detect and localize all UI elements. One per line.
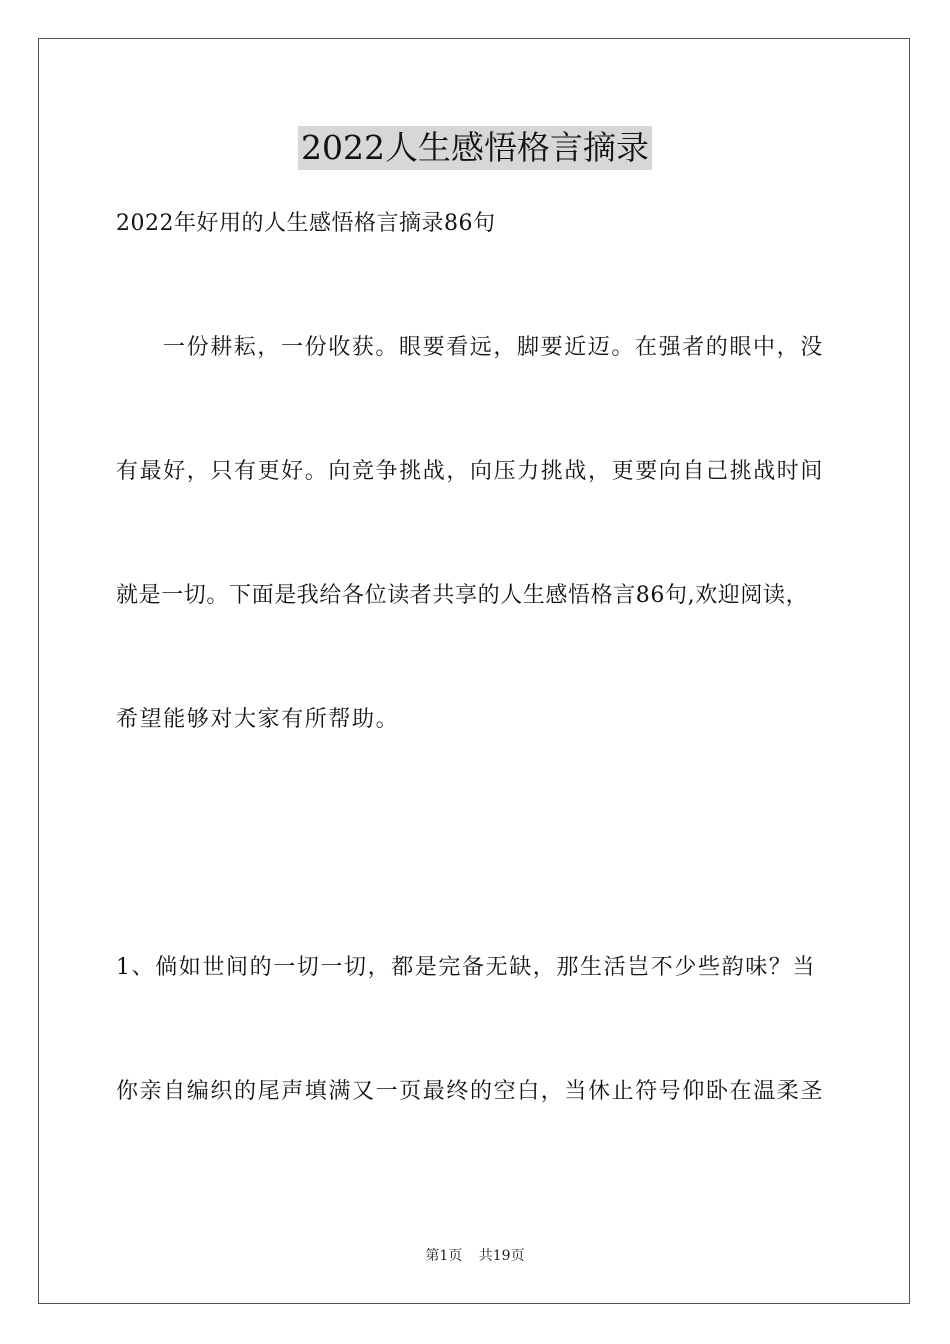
list-item-line-2: 你亲自编织的尾声填满又一页最终的空白，当休止符号仰卧在温柔圣: [116, 1079, 825, 1104]
page-total: 共19页: [478, 1248, 525, 1264]
title-container: [0, 126, 950, 170]
list-item-line-1: 1、倘如世间的一切一切，都是完备无缺，那生活岂不少些韵味？当: [116, 955, 816, 980]
document-subtitle: 2022年好用的人生感悟格言摘录86句: [116, 211, 496, 236]
page-number: 第1页: [425, 1248, 463, 1264]
page-footer: [0, 1246, 950, 1266]
paragraph-line-2: 有最好，只有更好。向竞争挑战，向压力挑战，更要向自己挑战时间: [116, 459, 825, 484]
paragraph-line-3: 就是一切。下面是我给各位读者共享的人生感悟格言86句,欢迎阅读，: [116, 583, 809, 608]
paragraph-line-4: 希望能够对大家有所帮助。: [116, 707, 400, 732]
paragraph-line-1: 一份耕耘，一份收获。眼要看远，脚要近迈。在强者的眼中，没: [163, 335, 824, 360]
document-title: 2022人生感悟格言摘录: [298, 126, 652, 170]
